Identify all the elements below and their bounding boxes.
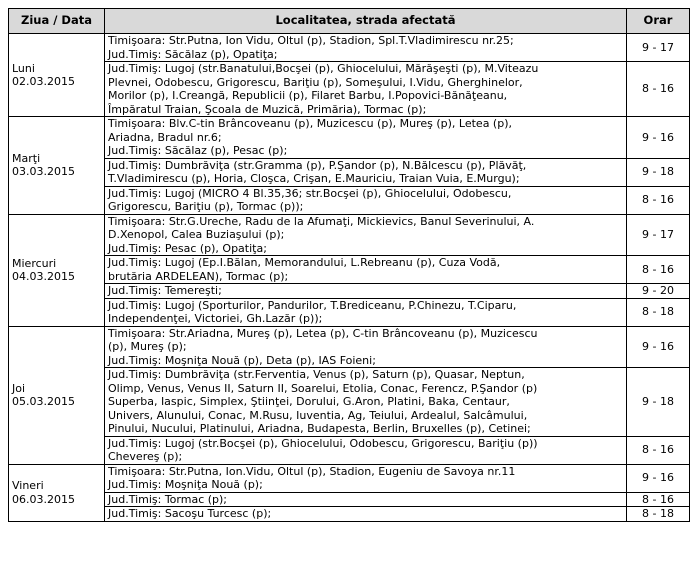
location-line: Timişoara: Str.G.Ureche, Radu de la Afumaţi, Mickievics, Banul Severinului, A. <box>108 214 535 228</box>
header-location: Localitatea, strada afectată <box>105 9 627 34</box>
hours-cell: 9 - 17 <box>627 214 690 256</box>
hours-cell: 9 - 20 <box>627 284 690 299</box>
hours-cell: 8 - 18 <box>627 507 690 522</box>
day-cell <box>9 214 105 326</box>
day-name: Marţi <box>12 151 41 165</box>
day-cell <box>9 326 105 464</box>
location-line: Jud.Timiş: Sacoşu Turcesc (p); <box>108 507 272 520</box>
location-cell <box>105 464 627 492</box>
outage-schedule-table <box>8 8 690 522</box>
hours-cell: 9 - 18 <box>627 158 690 186</box>
location-line: Jud.Timiş: Pesac (p), Opatiţa; <box>108 241 267 255</box>
hours-cell: 8 - 16 <box>627 492 690 507</box>
day-name: Miercuri <box>12 256 57 270</box>
hours-cell: 9 - 16 <box>627 117 690 159</box>
location-cell <box>105 284 627 299</box>
location-line: Timişoara: Str.Ariadna, Mureş (p), Letea (p), C-tin Brâncoveanu (p), Muzicescu <box>108 326 538 340</box>
day-date: 03.03.2015 <box>12 165 75 179</box>
location-cell <box>105 214 627 256</box>
hours-cell: 9 - 16 <box>627 326 690 368</box>
location-line: Jud.Timiş: Tormac (p); <box>108 492 228 506</box>
location-cell <box>105 507 627 522</box>
location-line: Jud.Timiş: Dumbrăviţa (str.Ferventia, Venus (p), Saturn (p), Quasar, Neptun, <box>108 368 525 381</box>
location-cell <box>105 186 627 214</box>
location-line: Împăratul Traian, Şcoala de Muzică, Primăria), Tormac (p); <box>108 102 427 116</box>
hours-cell: 9 - 17 <box>627 34 690 62</box>
hours-cell: 9 - 16 <box>627 464 690 492</box>
location-line: Jud.Timiş: Dumbrăviţa (str.Gramma (p), P.Şandor (p), N.Bălcescu (p), Plăvăţ, <box>108 158 527 172</box>
hours-cell: 8 - 18 <box>627 298 690 326</box>
location-line: Jud.Timiş: Lugoj (Ep.I.Bălan, Memorandului, L.Rebreanu (p), Cuza Vodă, <box>108 256 501 269</box>
location-cell <box>105 158 627 186</box>
location-cell <box>105 256 627 284</box>
location-line: Jud.Timiş: Lugoj (MICRO 4 Bl.35,36; str.Bocşei (p), Ghiocelului, Odobescu, <box>108 186 512 200</box>
location-line: T.Vladimirescu (p), Horia, Cloşca, Crişan, E.Mauriciu, Traian Vuia, E.Murgu); <box>108 172 520 185</box>
table-row <box>9 158 690 186</box>
hours-cell: 8 - 16 <box>627 256 690 284</box>
header-day: Ziua / Data <box>9 9 105 34</box>
table-row <box>9 62 690 117</box>
location-line: Jud.Timiş: Moşniţa Nouă (p); <box>108 478 263 491</box>
table-row <box>9 256 690 284</box>
table-row <box>9 214 690 256</box>
day-name: Vineri <box>12 479 44 492</box>
table-row <box>9 492 690 507</box>
location-line: Superba, Iaspic, Simplex, Ştiinţei, Dorului, G.Aron, Platini, Baka, Centaur, <box>108 395 510 408</box>
location-cell <box>105 117 627 159</box>
location-cell <box>105 368 627 437</box>
table-row <box>9 284 690 299</box>
day-name: Luni <box>12 61 35 75</box>
table-row <box>9 298 690 326</box>
day-date: 05.03.2015 <box>12 395 75 408</box>
location-line: (p), Mureş (p); <box>108 340 187 353</box>
location-line: Timişoara: Str.Putna, Ion Vidu, Oltul (p), Stadion, Spl.T.Vladimirescu nr.25; <box>108 34 514 47</box>
day-cell <box>9 464 105 521</box>
location-cell <box>105 34 627 62</box>
table-row <box>9 507 690 522</box>
hours-cell: 8 - 16 <box>627 186 690 214</box>
day-name: Joi <box>12 381 26 395</box>
table-row <box>9 34 690 62</box>
header-hours: Orar <box>627 9 690 34</box>
location-line: Timişoara: Blv.C-tin Brâncoveanu (p), Muzicescu (p), Mureş (p), Letea (p), <box>108 117 512 130</box>
location-line: Grigorescu, Bariţiu (p), Tormac (p)); <box>108 200 304 213</box>
location-line: D.Xenopol, Calea Buziaşului (p); <box>108 228 285 241</box>
location-line: Jud.Timiş: Săcălaz (p), Opatiţa; <box>108 47 278 61</box>
location-cell <box>105 492 627 507</box>
hours-cell: 8 - 16 <box>627 62 690 117</box>
location-line: Jud.Timiş: Lugoj (Sporturilor, Pandurilor, T.Brediceanu, P.Chinezu, T.Ciparu, <box>108 298 517 312</box>
location-cell <box>105 62 627 117</box>
day-cell <box>9 34 105 117</box>
location-line: Olimp, Venus, Venus II, Saturn II, Soarelui, Etolia, Conac, Ferencz, P.Şandor (p) <box>108 381 538 395</box>
schedule-container <box>8 8 689 522</box>
location-line: Pinului, Nucului, Platinului, Ariadna, Budapesta, Berlin, Bruxelles (p), Cetinei; <box>108 422 531 435</box>
day-date: 04.03.2015 <box>12 270 75 283</box>
location-line: Jud.Timiş: Săcălaz (p), Pesac (p); <box>108 144 288 157</box>
day-cell <box>9 117 105 215</box>
location-line: Ariadna, Bradul nr.6; <box>108 130 222 144</box>
table-row <box>9 186 690 214</box>
table-row <box>9 436 690 464</box>
location-line: Independenţei, Victoriei, Gh.Lazăr (p)); <box>108 312 323 325</box>
location-line: Plevnei, Odobescu, Grigorescu, Bariţiu (p), Someşului, I.Vidu, Gherghinelor, <box>108 75 523 89</box>
location-line: brutăria ARDELEAN), Tormac (p); <box>108 269 289 283</box>
location-line: Jud.Timiş: Lugoj (str.Banatului,Bocşei (p), Ghiocelului, Mărăşeşti (p), M.Viteazu <box>108 62 539 75</box>
hours-cell: 8 - 16 <box>627 436 690 464</box>
schedule-body <box>9 34 690 522</box>
location-cell <box>105 436 627 464</box>
table-row <box>9 464 690 492</box>
location-line: Morilor (p), I.Creangă, Republicii (p), Filaret Barbu, I.Popovici-Bănăţeanu, <box>108 89 508 102</box>
location-line: Chevereş (p); <box>108 450 183 463</box>
location-line: Jud.Timiş: Temereşti; <box>108 284 222 297</box>
location-line: Timişoara: Str.Putna, Ion.Vidu, Oltul (p), Stadion, Eugeniu de Savoya nr.11 <box>108 464 516 478</box>
header-row <box>9 9 690 34</box>
table-row <box>9 117 690 159</box>
location-line: Univers, Alunului, Conac, M.Rusu, Iuventia, Ag, Teiului, Ardealul, Salcâmului, <box>108 408 528 422</box>
table-row <box>9 326 690 368</box>
location-line: Jud.Timiş: Lugoj (str.Bocşei (p), Ghiocelului, Odobescu, Grigorescu, Bariţiu (p)) <box>108 436 538 450</box>
location-cell <box>105 298 627 326</box>
day-date: 06.03.2015 <box>12 492 75 506</box>
location-cell <box>105 326 627 368</box>
hours-cell: 9 - 18 <box>627 368 690 437</box>
table-row <box>9 368 690 437</box>
location-line: Jud.Timiş: Moşniţa Nouă (p), Deta (p), IAS Foieni; <box>108 353 376 367</box>
day-date: 02.03.2015 <box>12 75 75 88</box>
